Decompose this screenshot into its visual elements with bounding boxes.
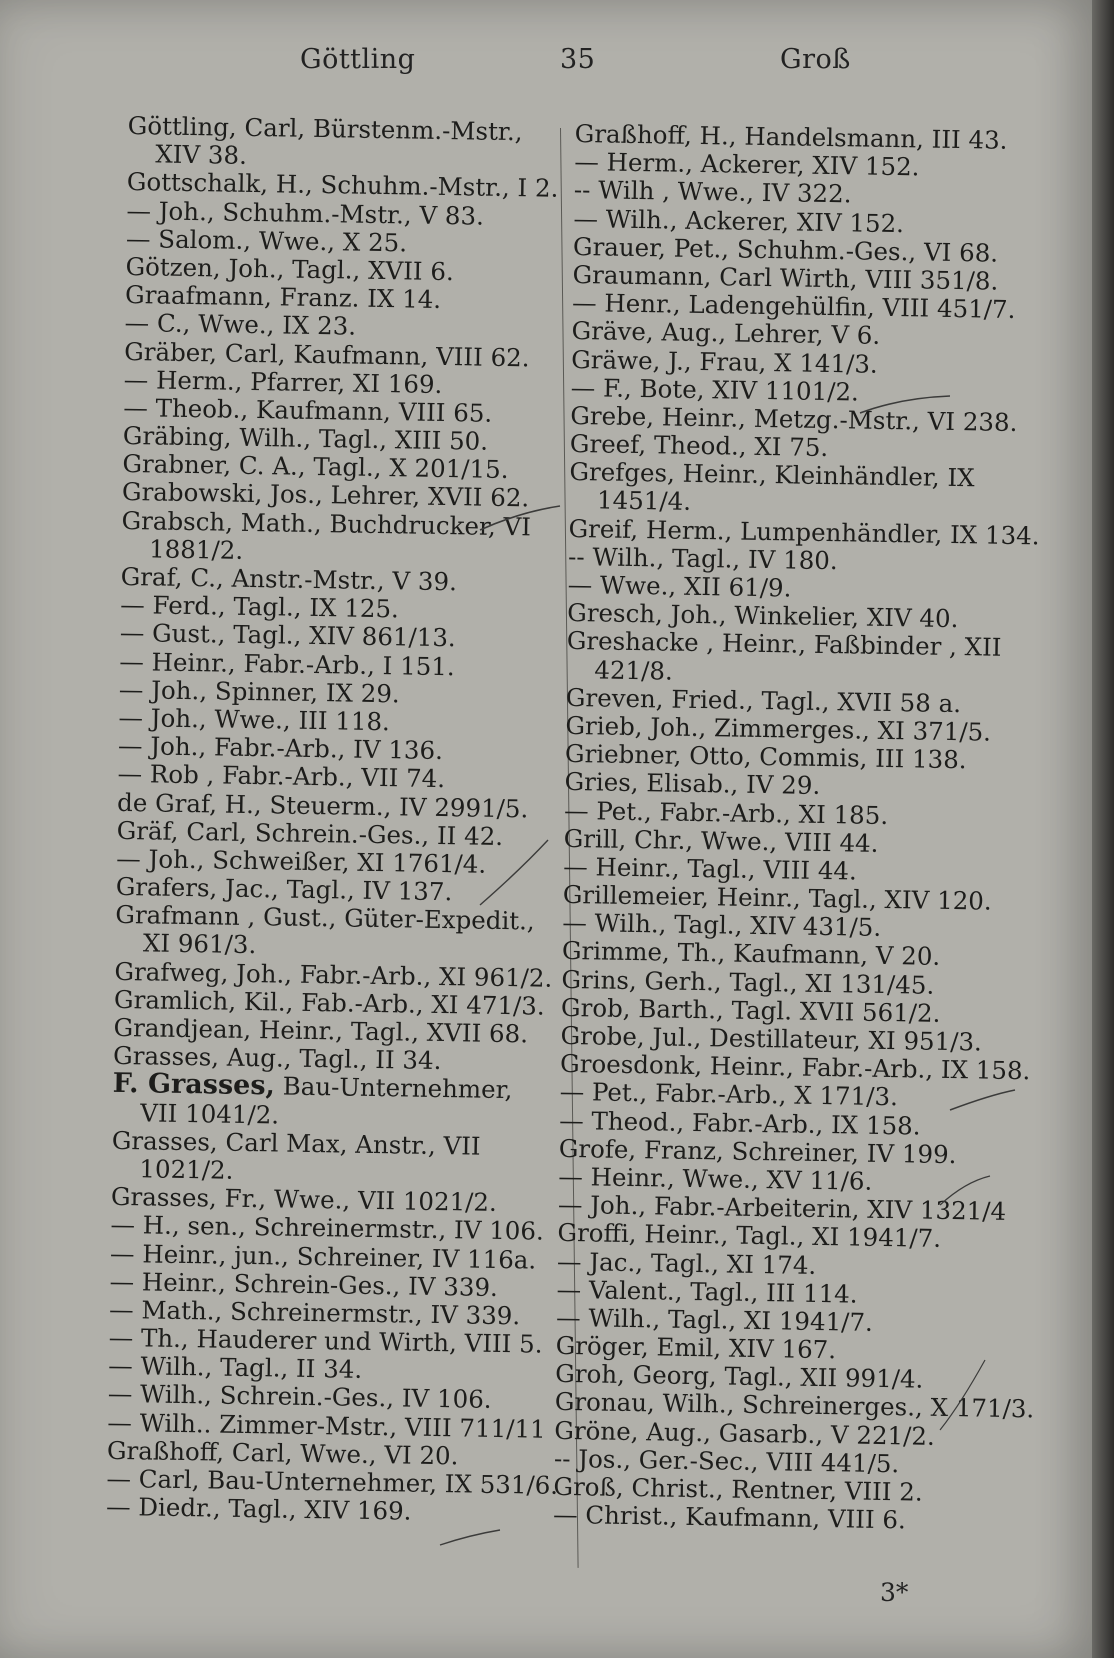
entry-line: — Diedr., Tagl., XIV 169. <box>105 1492 412 1526</box>
pencil-check-3 <box>860 396 950 413</box>
entry-line: Gresch, Joh., Winkelier, XIV 40. <box>567 598 959 634</box>
entry-line: Graf, C., Anstr.-Mstr., V 39. <box>120 561 458 597</box>
entry-line: Göttling, Carl, Bürstenm.-Mstr., <box>127 111 523 147</box>
entry-line: — Heinr., Wwe., XV 11/6. <box>558 1161 873 1196</box>
entry-line: Grabsch, Math., Buchdrucker, VI <box>121 505 532 542</box>
entry-line: 421/8. <box>594 654 673 686</box>
entry-line: — Herm., Ackerer, XIV 152. <box>574 147 920 182</box>
entry-line: XIV 38. <box>155 139 248 171</box>
entry-line: — H., sen., Schreinermstr., IV 106. <box>110 1210 544 1246</box>
entry-line: Greshacke , Heinr., Faßbinder , XII <box>566 626 1002 663</box>
entry-line: — Joh., Spinner, IX 29. <box>118 674 400 709</box>
entry-line: 1881/2. <box>148 534 244 565</box>
entry-line: Gottschalk, H., Schuhm.-Mstr., I 2. <box>126 167 559 204</box>
entry-line: Groesdonk, Heinr., Fabr.-Arb., IX 158. <box>559 1049 1031 1086</box>
entry-line: Gröne, Aug., Gasarb., V 221/2. <box>554 1415 936 1451</box>
entry-line: VII 1041/2. <box>140 1097 280 1130</box>
entry-line: Graafmann, Franz. IX 14. <box>124 280 442 315</box>
entry-line: — Heinr., jun., Schreiner, IV 116a. <box>109 1238 537 1275</box>
entry-line: — Valent., Tagl., III 114. <box>556 1274 858 1309</box>
pencil-check-1 <box>480 506 560 530</box>
entry-line: -- Wilh., Tagl., IV 180. <box>567 541 838 575</box>
entry-rest: Bau-Unternehmer, <box>274 1071 513 1105</box>
entry-line: 1021/2. <box>139 1154 234 1185</box>
entry-line: — Joh., Fabr.-Arbeiterin, XIV 1321/4 <box>557 1189 1007 1227</box>
entry-line: Graßhoff, H., Handelsmann, III 43. <box>574 119 1008 155</box>
entry-line: Graumann, Carl Wirth, VIII 351/8. <box>572 259 999 296</box>
entry-line: Götzen, Joh., Tagl., XVII 6. <box>125 251 454 287</box>
entry-line: — Ferd., Tagl., IX 125. <box>120 590 400 624</box>
entry-line: — Wilh.. Zimmer-Mstr., VIII 711/11 <box>107 1407 546 1444</box>
entry-line: Gries, Elisab., IV 29. <box>564 767 821 801</box>
entry-line: Grabner, C. A., Tagl., X 201/15. <box>122 449 509 485</box>
entry-line: Grins, Gerh., Tagl., XI 131/45. <box>561 964 935 1000</box>
entry-line: Greif, Herm., Lumpenhändler, IX 134. <box>568 513 1040 550</box>
entry-line: — Heinr., Schrein-Ges., IV 339. <box>109 1266 499 1302</box>
entry-line: Grill, Chr., Wwe., VIII 44. <box>563 823 879 858</box>
entry-line: Gronau, Wilh., Schreinerges., X 171/3. <box>554 1387 1035 1424</box>
entry-line: Grillemeier, Heinr., Tagl., XIV 120. <box>562 879 992 916</box>
entry-line: -- Jos., Ger.-Sec., VIII 441/5. <box>553 1443 900 1479</box>
entry-line: — Christ., Kaufmann, VIII 6. <box>552 1500 907 1535</box>
entry-line: — Heinr., Fabr.-Arb., I 151. <box>119 646 455 681</box>
entry-line: — Th., Hauderer und Wirth, VIII 5. <box>108 1322 543 1359</box>
entry-line: Gräf, Carl, Schrein.-Ges., II 42. <box>116 815 504 851</box>
entry-line: Greven, Fried., Tagl., XVII 58 a. <box>565 682 962 718</box>
entry-line: — Wilh., Tagl., XIV 431/5. <box>562 908 882 943</box>
entry-line: -- Wilh , Wwe., IV 322. <box>573 175 852 209</box>
entry-line: — F., Bote, XIV 1101/2. <box>570 372 860 407</box>
entry-line: Grob, Barth., Tagl. XVII 561/2. <box>560 992 941 1028</box>
entry-line: — Herm., Pfarrer, XI 169. <box>123 364 443 399</box>
running-head-left: Göttling <box>300 44 416 75</box>
entry-line: — Theod., Fabr.-Arb., IX 158. <box>559 1105 921 1141</box>
entry-line: Grofe, Franz, Schreiner, IV 199. <box>558 1133 957 1169</box>
entry-line: Gräbing, Wilh., Tagl., XIII 50. <box>122 421 489 456</box>
entry-line: Grafweg, Joh., Fabr.-Arb., XI 961/2. <box>114 956 553 993</box>
entry-line: — Wilh., Ackerer, XIV 152. <box>573 203 905 238</box>
entry-line: — Joh., Wwe., III 118. <box>118 702 391 737</box>
entry-line: Grasses, Carl Max, Anstr., VII <box>111 1125 481 1161</box>
entry-line: Grasses, Aug., Tagl., II 34. <box>112 1041 442 1076</box>
entry-line: Groß, Christ., Rentner, VIII 2. <box>553 1471 923 1507</box>
entry-line: Grauer, Pet., Schuhm.-Ges., VI 68. <box>572 231 999 268</box>
entry-line: — Math., Schreinermstr., IV 339. <box>108 1294 521 1331</box>
entry-line: — Joh., Schweißer, XI 1761/4. <box>116 843 487 879</box>
entry-line: — Wilh., Schrein.-Ges., IV 106. <box>107 1379 492 1415</box>
entry-line: Grebe, Heinr., Metzg.-Mstr., VI 238. <box>570 400 1018 437</box>
entry-line: Groh, Georg, Tagl., XII 991/4. <box>555 1359 924 1394</box>
entry-line: Groffi, Heinr., Tagl., XI 1941/7. <box>557 1218 942 1254</box>
entry-line: Gräwe, J., Frau, X 141/3. <box>571 344 878 379</box>
entry-line: Gräber, Carl, Kaufmann, VIII 62. <box>124 336 530 372</box>
signature-mark: 3* <box>880 1578 909 1607</box>
entry-line: Grobe, Jul., Destillateur, XI 951/3. <box>560 1020 983 1057</box>
entry-line: — Wilh., Tagl., XI 1941/7. <box>555 1302 874 1337</box>
entry-line: — Salom., Wwe., X 25. <box>125 223 408 258</box>
entry-line: — Carl, Bau-Unternehmer, IX 531/6. <box>106 1463 559 1500</box>
entry-line: 1451/4. <box>596 485 692 517</box>
entry-line: Gräve, Aug., Lehrer, V 6. <box>571 316 881 351</box>
entry-line: Grabowski, Jos., Lehrer, XVII 62. <box>121 477 530 513</box>
entry-line: de Graf, H., Steuerm., IV 2991/5. <box>116 787 529 823</box>
entry-bold-name: F. Grasses, <box>112 1068 276 1102</box>
entry-line: Greef, Theod., XI 75. <box>569 429 829 463</box>
pencil-check-5 <box>940 1176 990 1205</box>
page-edge <box>1092 0 1114 1658</box>
entry-line: — Wilh., Tagl., II 34. <box>108 1351 363 1385</box>
entry-line: — Theob., Kaufmann, VIII 65. <box>123 392 493 428</box>
entry-line: — Gust., Tagl., XIV 861/13. <box>119 618 456 653</box>
entry-line: — Pet., Fabr.-Arb., XI 185. <box>563 795 889 830</box>
pencil-check-7 <box>940 1360 985 1430</box>
entry-line: Graßhoff, Carl, Wwe., VI 20. <box>106 1435 459 1471</box>
entry-line: — Pet., Fabr.-Arb., X 171/3. <box>559 1077 899 1112</box>
entry-line: Grieb, Joh., Zimmerges., XI 371/5. <box>565 710 992 747</box>
entry-line: — Heinr., Tagl., VIII 44. <box>563 851 858 886</box>
entry-line: Griebner, Otto, Commis, III 138. <box>564 739 967 775</box>
pencil-check-2 <box>480 840 548 905</box>
entry-line: — Henr., Ladengehülfin, VIII 451/7. <box>571 288 1016 325</box>
entry-line: Gröger, Emil, XIV 167. <box>555 1330 837 1365</box>
entry-line: Gramlich, Kil., Fab.-Arb., XI 471/3. <box>113 984 545 1021</box>
entry-line: — Rob , Fabr.-Arb., VII 74. <box>117 759 446 794</box>
entry-line: Grafmann , Gust., Güter-Expedit., <box>115 900 535 936</box>
page-number: 35 <box>560 44 596 75</box>
entry-line: Grandjean, Heinr., Tagl., XVII 68. <box>113 1012 529 1049</box>
entry-line: Grafers, Jac., Tagl., IV 137. <box>115 871 453 907</box>
entry-line: — Jac., Tagl., XI 174. <box>556 1246 817 1280</box>
entry-line: — Joh., Fabr.-Arb., IV 136. <box>117 731 444 766</box>
entry-line: Grimme, Th., Kaufmann, V 20. <box>561 936 941 972</box>
entry-line: XI 961/3. <box>142 928 257 960</box>
entry-line: Grasses, Fr., Wwe., VII 1021/2. <box>110 1181 498 1218</box>
entry-line: — Joh., Schuhm.-Mstr., V 83. <box>126 195 485 231</box>
running-head-right: Groß <box>780 44 851 75</box>
pencil-check-6 <box>440 1530 500 1545</box>
entry-line: — Wwe., XII 61/9. <box>567 569 792 603</box>
entry-line: — C., Wwe., IX 23. <box>124 308 357 341</box>
entry-line: Grefges, Heinr., Kleinhändler, IX <box>569 457 975 493</box>
pencil-check-4 <box>950 1090 1015 1110</box>
